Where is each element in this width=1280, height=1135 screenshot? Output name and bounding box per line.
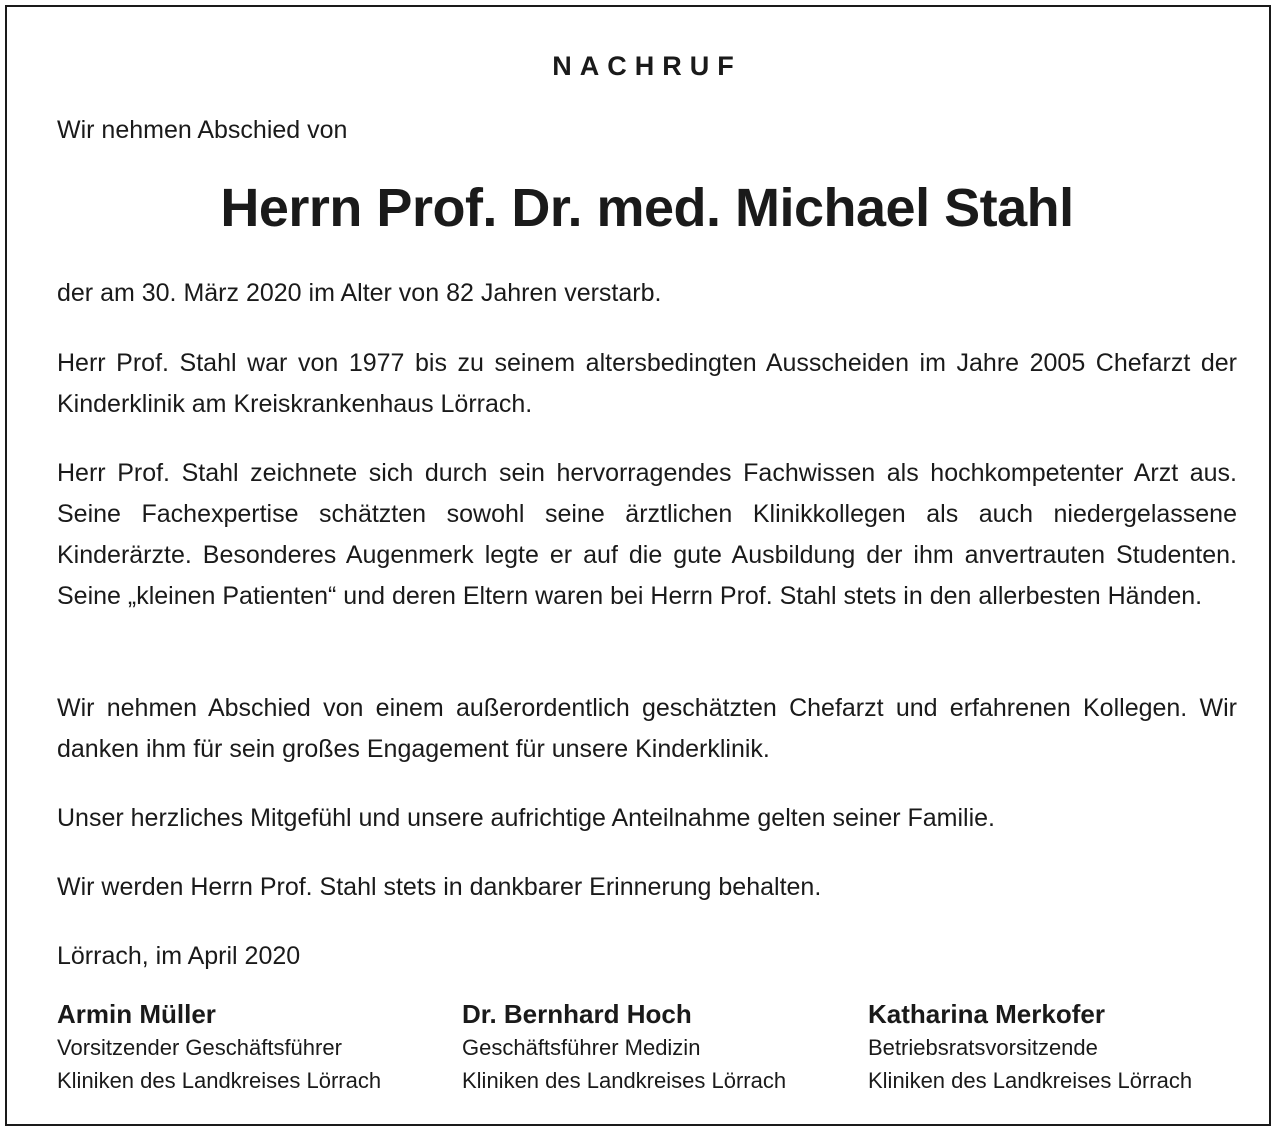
signatory-organization: Kliniken des Landkreises Lörrach bbox=[57, 1068, 382, 1093]
signatory-organization: Kliniken des Landkreises Lörrach bbox=[462, 1068, 787, 1093]
signatory-role: Geschäftsführer Medizin bbox=[462, 1035, 701, 1060]
obituary-heading: NACHRUF bbox=[552, 51, 742, 81]
signatory-name: Dr. Bernhard Hoch bbox=[462, 999, 692, 1029]
death-date-paragraph: der am 30. März 2020 im Alter von 82 Jahren verstarb. bbox=[57, 279, 662, 307]
signatory-name: Katharina Merkofer bbox=[868, 999, 1105, 1029]
deceased-name: Herrn Prof. Dr. med. Michael Stahl bbox=[220, 178, 1074, 238]
obituary-frame bbox=[5, 5, 1271, 1126]
remembrance-paragraph: Wir werden Herrn Prof. Stahl stets in dankbarer Erinnerung behalten. bbox=[57, 873, 822, 901]
signatory-organization: Kliniken des Landkreises Lörrach bbox=[868, 1068, 1193, 1093]
intro-line: Wir nehmen Abschied von bbox=[57, 116, 348, 144]
signatory-role: Betriebsratsvorsitzende bbox=[868, 1035, 1098, 1060]
signatory-3 bbox=[868, 997, 1192, 1097]
career-paragraph: Herr Prof. Stahl war von 1977 bis zu seinem altersbedingten Ausscheiden im Jahre 2005 Chefarzt der Kinderklinik am Kreiskrankenhaus Lörrach. bbox=[57, 349, 1237, 418]
signatory-2 bbox=[462, 997, 786, 1097]
signatory-name: Armin Müller bbox=[57, 999, 216, 1029]
signatory-role: Vorsitzender Geschäftsführer bbox=[57, 1035, 342, 1060]
signatory-1 bbox=[57, 997, 381, 1097]
condolence-paragraph: Unser herzliches Mitgefühl und unsere aufrichtige Anteilnahme gelten seiner Familie. bbox=[57, 804, 996, 832]
tribute-paragraph: Herr Prof. Stahl zeichnete sich durch sein hervorragendes Fachwissen als hochkompetenter Arzt aus. Seine Fachexpertise schätzten sowohl seine ärztlichen Klinikkollegen als auch niedergelassene Kinderärzte. Besonderes Augenmerk legte er auf die gute Ausbildung der ihm anvertrauten Studenten. Seine „kleinen Patienten“ und deren Eltern waren bei Herrn Prof. Stahl stets in den allerbesten Händen. bbox=[57, 459, 1237, 610]
farewell-paragraph: Wir nehmen Abschied von einem außerordentlich geschätzten Chefarzt und erfahrenen Kollegen. Wir danken ihm für sein großes Engagement für unsere Kinderklinik. bbox=[57, 694, 1237, 763]
place-date-line: Lörrach, im April 2020 bbox=[57, 942, 301, 970]
